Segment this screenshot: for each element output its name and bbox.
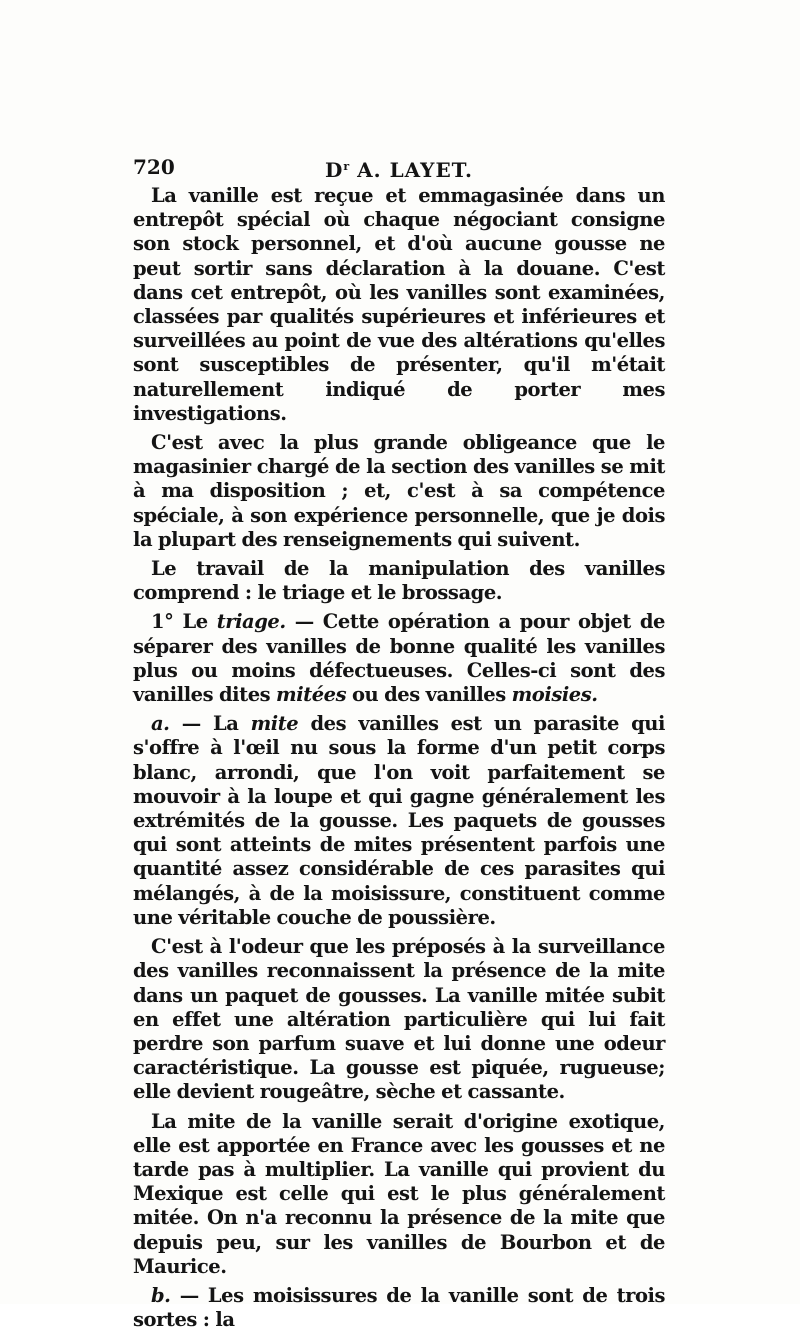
italic-term: mite xyxy=(250,712,299,736)
paragraph-mite xyxy=(133,712,665,930)
paragraph-text: C'est à l'odeur que les préposés à la surveillance des vanilles reconnaissent la présence de la mite dans un paquet de gousses. La vanille mitée subit en effet une altération particulière qui lui fait perdre son parfum suave et lui donne une odeur caractéristique. La gousse est piquée, rugueuse; elle devient rougeâtre, sèche et cassante. xyxy=(133,935,665,1104)
page-header xyxy=(133,153,665,183)
author-prefix: D xyxy=(325,158,344,182)
author-name: A. LAYET. xyxy=(349,158,473,182)
author-superscript: r xyxy=(343,160,350,173)
running-title xyxy=(133,153,665,184)
paragraph-text: ou des vanilles xyxy=(346,683,512,707)
italic-term: triage. xyxy=(216,610,286,634)
item-letter: a. xyxy=(151,712,170,736)
paragraph-triage xyxy=(133,610,665,707)
paragraph-text: — Les moisissures de la vanille sont de trois sortes : la xyxy=(133,1283,665,1332)
paragraph-text: La vanille est reçue et emmagasinée dans un entrepôt spécial où chaque négociant consigne son stock personnel, et d'où aucune gousse ne peut sortir sans déclaration à la douane. C'est dans cet entrepôt, où les vanilles sont examinées, classées par qualités supérieures et inférieures et surveillées au point de vue des altérations qu'elles sont susceptibles de présenter, qu'il m'était naturellement indiqué de porter mes investigations. xyxy=(133,184,665,425)
item-letter: b. xyxy=(151,1283,171,1307)
paragraph-origine xyxy=(133,1110,665,1279)
paragraph-text: des vanilles est un parasite qui s'offre à l'œil nu sous la forme d'un petit corps blanc, arrondi, que l'on voit parfaitement se mouvoir à la loupe et qui gagne généralement les extrémités de la gousse. Les paquets de gousses qui sont atteints de mites présentent parfois une quantité assez considérable de ces parasites qui mélangés, à de la moisissure, constituent comme une véritable couche de poussière. xyxy=(133,712,665,929)
paragraph-magasinier xyxy=(133,431,665,552)
paragraph-text: La mite de la vanille serait d'origine exotique, elle est apportée en France avec les gousses et ne tarde pas à multiplier. La vanille qui provient du Mexique est celle qui est le plus généralement mitée. On n'a reconnu la présence de la mite que depuis peu, sur les vanilles de Bourbon et de Maurice. xyxy=(133,1109,665,1278)
paragraph-odeur xyxy=(133,935,665,1104)
paragraph-entrepot xyxy=(133,184,665,426)
paragraph-moisissures xyxy=(133,1284,665,1332)
paragraph-text: Le travail de la manipulation des vanilles comprend : le triage et le brossage. xyxy=(133,557,665,605)
body-text xyxy=(133,184,665,1337)
paragraph-text: — La xyxy=(169,712,251,736)
italic-term: mitées xyxy=(276,683,347,707)
section-number: 1° Le xyxy=(151,610,217,634)
italic-term: moisies. xyxy=(511,683,598,707)
paragraph-text: — Cette opération a pour objet de séparer des vanilles de bonne qualité les vanilles plus ou moins défectueuses. Celles-ci sont des vanilles dites xyxy=(133,610,665,707)
paragraph-text: C'est avec la plus grande obligeance que le magasinier chargé de la section des vanilles se mit à ma disposition ; et, c'est à sa compétence spéciale, à son expérience personnelle, que je dois la plupart des renseignements qui suivent. xyxy=(133,431,665,551)
paragraph-travail xyxy=(133,557,665,605)
page-number: 720 xyxy=(133,155,175,179)
